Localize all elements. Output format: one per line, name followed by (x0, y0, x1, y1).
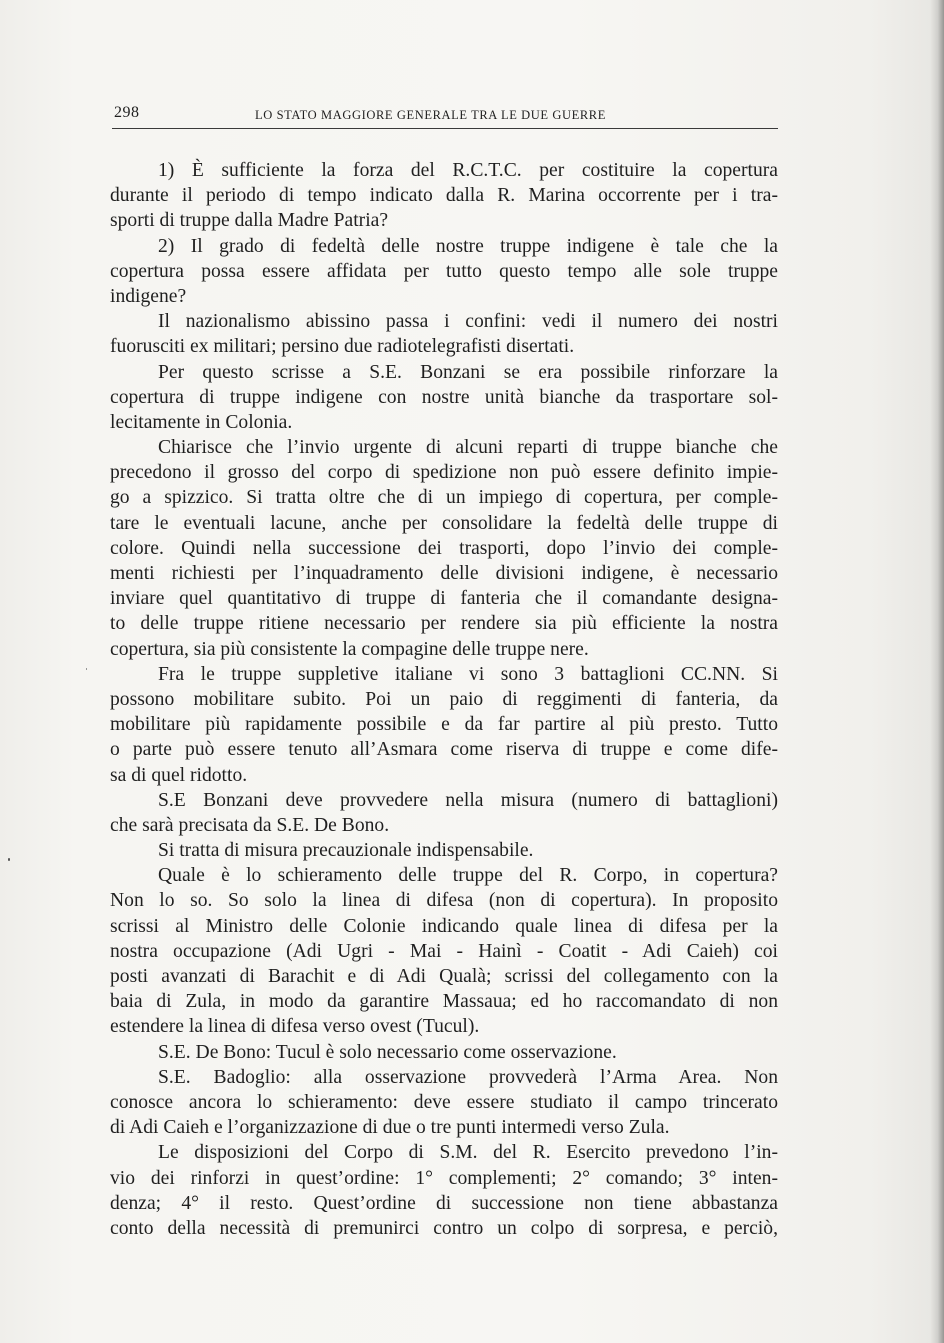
text-line: mobilitare più rapidamente possibile e da far partire al più presto. Tutto (110, 714, 778, 736)
text-line: copertura, sia più consistente la compagine delle truppe nere. (110, 638, 589, 660)
text-line: nostra occupazione (Adi Ugri - Mai - Hainì - Coatit - Adi Caieh) coi (110, 940, 778, 962)
text-line: Si tratta di misura precauzionale indispensabile. (158, 840, 534, 862)
text-line: vio dei rinforzi in quest’ordine: 1° complementi; 2° comando; 3° inten- (110, 1167, 778, 1189)
running-head: LO STATO MAGGIORE GENERALE TRA LE DUE GUERRE (255, 108, 606, 122)
text-line: posti avanzati di Barachit e di Adi Qualà; scrissi del collegamento con la (110, 966, 778, 987)
text-line: inviare quel quantitativo di truppe di fanteria che il comandante designa- (110, 588, 778, 610)
body-text (110, 158, 778, 1241)
text-line: Chiarisce che l’invio urgente di alcuni reparti di truppe bianche che (158, 437, 778, 459)
text-line: 1) È sufficiente la forza del R.C.T.C. per costituire la copertura (158, 160, 778, 181)
text-line: Le disposizioni del Corpo di S.M. del R. Esercito prevedono l’in- (158, 1142, 778, 1164)
text-line: copertura possa essere affidata per tutto questo tempo alle sole truppe (110, 260, 778, 282)
text-line: scrissi al Ministro delle Colonie indicando quale linea di difesa per la (110, 915, 778, 937)
text-line: possono mobilitare subito. Poi un paio di reggimenti di fanteria, da (110, 688, 778, 710)
text-line: Quale è lo schieramento delle truppe del R. Corpo, in copertura? (158, 865, 778, 887)
text-line: o parte può essere tenuto all’Asmara come riserva di truppe e come dife- (110, 739, 778, 761)
scan-speck (86, 668, 87, 670)
text-line: S.E. De Bono: Tucul è solo necessario come osservazione. (158, 1041, 617, 1063)
text-line: S.E. Badoglio: alla osservazione provvederà l’Arma Area. Non (158, 1066, 778, 1088)
text-line: denza; 4° il resto. Quest’ordine di successione non tiene abbastanza (110, 1192, 778, 1214)
text-line: 2) Il grado di fedeltà delle nostre truppe indigene è tale che la (158, 235, 778, 257)
text-line: che sarà precisata da S.E. De Bono. (110, 814, 390, 836)
page-header (112, 100, 778, 129)
text-line: di Adi Caieh e l’organizzazione di due o tre punti intermedi verso Zula. (110, 1117, 670, 1139)
text-line: go a spizzico. Si tratta oltre che di un impiego di copertura, per comple- (110, 487, 778, 509)
text-line: Fra le truppe suppletive italiane vi sono 3 battaglioni CC.NN. Si (158, 663, 778, 685)
text-line: S.E Bonzani deve provvedere nella misura (numero di battaglioni) (158, 789, 778, 811)
text-line: copertura di truppe indigene con nostre unità bianche da trasportare sol- (110, 386, 778, 408)
text-line: lecitamente in Colonia. (110, 411, 293, 433)
text-line: colore. Quindi nella successione dei trasporti, dopo l’invio dei comple- (110, 537, 778, 559)
text-line: indigene? (110, 285, 187, 307)
text-line: baia di Zula, in modo da garantire Massaua; ed ho raccomandato di non (110, 991, 778, 1013)
text-line: tare le eventuali lacune, anche per consolidare la fedeltà delle truppe di (110, 512, 778, 534)
text-line: Il nazionalismo abissino passa i confini: vedi il numero dei nostri (158, 311, 778, 333)
text-line: Per questo scrisse a S.E. Bonzani se era possibile rinforzare la (158, 361, 778, 383)
text-line: to delle truppe ritiene necessario per rendere sia più efficiente la nostra (110, 613, 778, 635)
text-line: conto della necessità di premunirci contro un colpo di sorpresa, e perciò, (110, 1217, 778, 1239)
text-line: precedono il grosso del corpo di spedizione non può essere definito impie- (110, 462, 778, 484)
scan-speck (8, 858, 10, 861)
text-line: durante il periodo di tempo indicato dalla R. Marina occorrente per i tra- (110, 185, 778, 207)
text-line: sporti di truppe dalla Madre Patria? (110, 210, 389, 232)
page-edge-shadow (930, 0, 944, 1343)
page-number: 298 (114, 104, 140, 121)
text-line: menti richiesti per l’inquadramento delle divisioni indigene, è necessario (110, 563, 778, 584)
text-line: conosce ancora lo schieramento: deve essere studiato il campo trincerato (110, 1091, 778, 1113)
text-line: sa di quel ridotto. (110, 764, 248, 786)
text-line: Non lo so. So solo la linea di difesa (non di copertura). In proposito (110, 890, 778, 912)
text-line: fuorusciti ex militari; persino due radiotelegrafisti disertati. (110, 336, 575, 358)
text-line: estendere la linea di difesa verso ovest (Tucul). (110, 1016, 480, 1038)
